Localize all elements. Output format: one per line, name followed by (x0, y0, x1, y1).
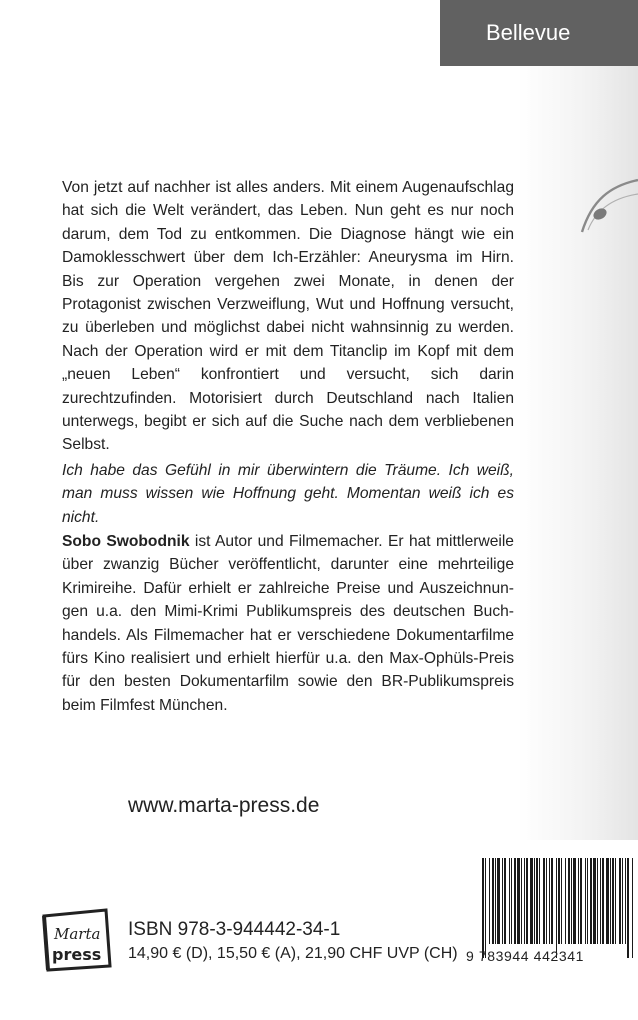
barcode-bar (539, 858, 540, 944)
barcode-bar (536, 858, 538, 944)
barcode-bar (492, 858, 494, 944)
barcode-bar (578, 858, 579, 944)
barcode-bar (571, 858, 572, 944)
barcode-bar (561, 858, 562, 944)
barcode-bar (558, 858, 560, 944)
barcode-bar (568, 858, 570, 944)
barcode-bar (619, 858, 621, 944)
barcode-bar (597, 858, 598, 944)
barcode-bar (502, 858, 503, 944)
price: 14,90 € (D), 15,50 € (A), 21,90 CHF UVP (CH) (128, 945, 458, 962)
barcode-bar (556, 858, 557, 958)
barcode-bar (485, 858, 486, 958)
barcode-bar (585, 858, 586, 944)
barcode-bar (517, 858, 520, 944)
barcode-bar (590, 858, 592, 944)
barcode-bar (489, 858, 490, 944)
barcode-bar (625, 858, 626, 944)
series-label: Bellevue (486, 20, 571, 45)
barcode-bar (615, 858, 616, 944)
author-name: Sobo Swobodnik (62, 533, 190, 550)
barcode-digits: 9 783944 442341 (466, 948, 584, 964)
barcode-bar (549, 858, 550, 944)
publisher-logo (40, 906, 114, 972)
barcode-bar (565, 858, 566, 944)
barcode-bar (530, 858, 533, 944)
barcode-bar (573, 858, 576, 944)
barcode-bar (495, 858, 496, 944)
barcode-bar (546, 858, 547, 944)
barcode-bar (610, 858, 611, 944)
barcode-bar (534, 858, 535, 944)
barcode-bar (627, 858, 629, 958)
barcode-bar (632, 858, 633, 958)
barcode-bar (524, 858, 525, 944)
barcode-bar (511, 858, 512, 944)
logo-text-top: Marta (54, 925, 101, 943)
isbn: ISBN 978-3-944442-34-1 (128, 919, 341, 940)
barcode-bar (514, 858, 516, 944)
blurb-text: Von jetzt auf nachher ist alles anders. Mit einem Augenaufschlag hat sich die Welt verändert, das Leben. Nun geht es nur noch darum, dem Tod zu entkommen. Die Diagnose hängt wie ein Damoklesschwert über dem Ich-Erzähler: Aneurysma im Hirn. Bis zur Operation vergehen zwei Monate, in denen der Protagonist zwischen Verzweiflung, Wut und Hoffnung versucht, zu überleben und möglichst dabei nicht wahnsinnig zu werden. Nach der Operation wird er mit dem Titanclip im Kopf mit dem „neuen Leben“ konfrontiert und versucht, sich darin zurechtzufinden. Motorisiert durch Deutschland nach Italien unterwegs, begibt er sich auf die Suche nach dem verbliebenen Selbst. (62, 179, 514, 454)
barcode-bar (602, 858, 604, 944)
barcode-bar (551, 858, 553, 944)
barcode-bar (482, 858, 484, 958)
publisher-website[interactable]: www.marta-press.de (128, 794, 320, 817)
barcode-bar (580, 858, 582, 944)
barcode-bar (606, 858, 609, 944)
series-banner (440, 0, 638, 66)
barcode-bar (509, 858, 510, 944)
quote-text: Ich habe das Gefühl in mir überwintern die Träume. Ich weiß, man muss wissen wie Hoffnung geht. Momentan weiß ich es nicht. (62, 462, 514, 526)
barcode-bar (526, 858, 528, 944)
barcode-bar (622, 858, 623, 944)
face-illustration (578, 150, 638, 270)
barcode-bar (600, 858, 601, 944)
barcode-bar (504, 858, 506, 944)
author-bio (62, 530, 514, 717)
barcode-bar (593, 858, 596, 944)
author-bio-text: ist Autor und Filmemacher. Er hat mittlerweile über zwanzig Bücher veröffentlicht, darunter eine mehrteilige Krimireihe. Dafür erhielt er zahlreiche Preise und Auszeichnungen u.a. den Mimi-Krimi Publikumspreis des deutschen Buchhandels. Als Filmemacher hat er verschiedene Dokumentarfilme fürs Kino realisiert und erhielt hierfür u.a. den Max-Ophüls-Preis für den besten Dokumentarfilm sowie den BR-Publikumspreis beim Filmfest München. (62, 533, 514, 714)
logo-text-bottom: press (52, 945, 102, 964)
barcode-bar (587, 858, 588, 944)
barcode-bar (612, 858, 614, 944)
barcode-bar (543, 858, 545, 944)
barcode-bar (497, 858, 500, 944)
barcode-bar (521, 858, 522, 944)
